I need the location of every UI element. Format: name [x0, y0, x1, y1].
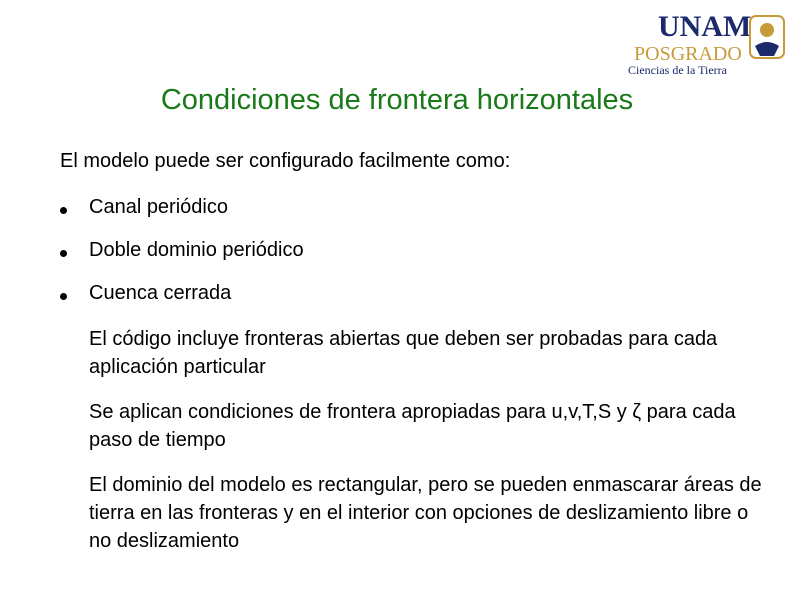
- logo-text-posgrado: POSGRADO: [634, 43, 742, 65]
- unam-shield-icon: [750, 16, 784, 58]
- bullet-dot-icon: [60, 250, 67, 257]
- bullet-text: Doble dominio periódico: [89, 239, 304, 261]
- bullet-text: Cuenca cerrada: [89, 282, 232, 304]
- logo-text-unam: UNAM: [658, 10, 752, 43]
- paragraph-open-boundaries: El código incluye fronteras abiertas que deben ser probadas para cada aplicación particular: [89, 328, 718, 378]
- intro-text: El modelo puede ser configurado facilmente como:: [60, 150, 511, 172]
- bullet-dot-icon: [60, 207, 67, 214]
- slide-title: Condiciones de frontera horizontales: [160, 84, 634, 116]
- bullet-dot-icon: [60, 293, 67, 300]
- paragraph-boundary-conditions: Se aplican condiciones de frontera apropiadas para u,v,T,S y ζ para cada paso de tiempo: [89, 401, 736, 451]
- unam-posgrado-logo: [624, 8, 790, 80]
- logo-text-ciencias: Ciencias de la Tierra: [628, 63, 727, 77]
- paragraph-domain-masking: El dominio del modelo es rectangular, pero se pueden enmascarar áreas de tierra en las fronteras y en el interior con opciones de deslizamiento libre o no deslizamiento: [89, 474, 762, 552]
- bullet-text: Canal periódico: [89, 196, 228, 218]
